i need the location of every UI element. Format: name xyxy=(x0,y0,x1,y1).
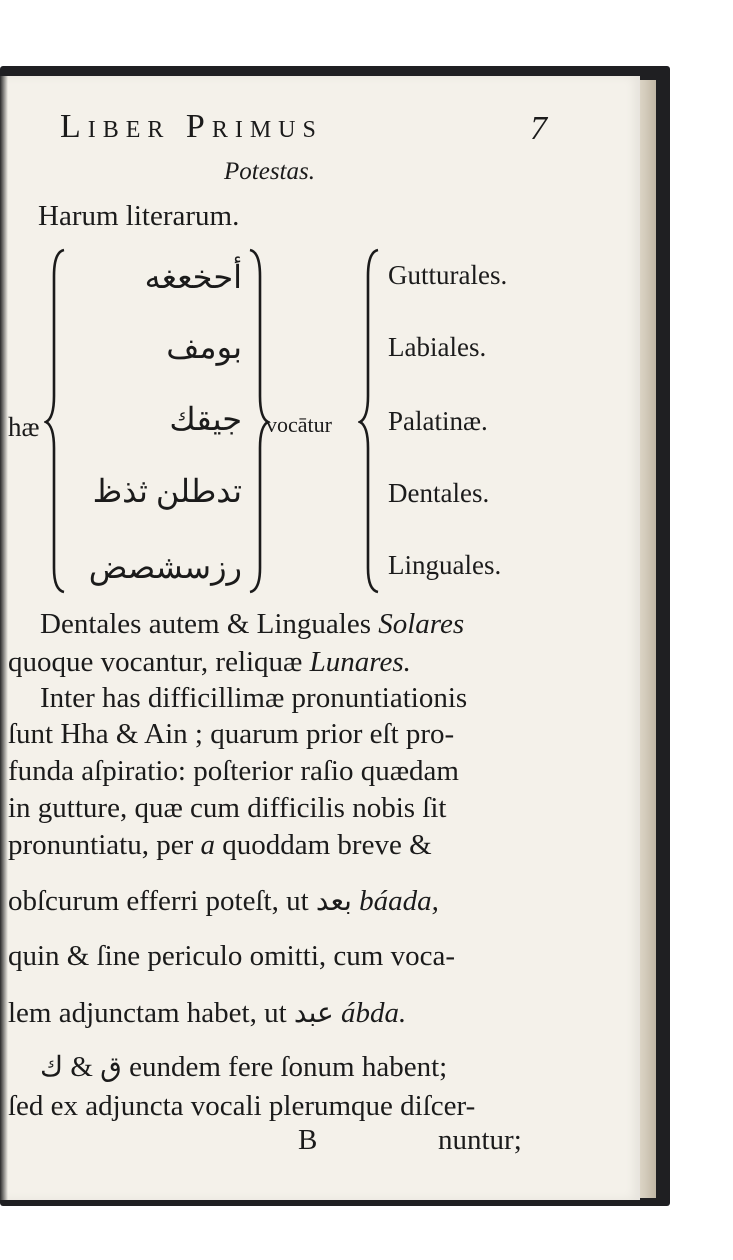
arabic-letter: ك xyxy=(40,1052,64,1083)
text-span: & xyxy=(70,1051,93,1083)
section-subtitle: Potestas. xyxy=(224,158,315,185)
signature-mark: B xyxy=(298,1124,318,1156)
category-linguales: Linguales. xyxy=(388,550,502,580)
arabic-group-palatinae: جيقك xyxy=(169,401,242,437)
text-span: obſcurum efferri poteſt, ut xyxy=(8,885,316,917)
text-span: eundem fere ſonum habent; xyxy=(129,1051,448,1083)
category-dentales: Dentales. xyxy=(388,478,490,508)
catchword: nuntur; xyxy=(438,1124,522,1156)
category-labiales: Labiales. xyxy=(388,332,487,362)
arabic-word: عبد xyxy=(293,998,334,1029)
right-brace xyxy=(358,246,382,596)
table-middle-label: vocātur xyxy=(266,412,332,437)
body-line-6: in gutture, quæ cum difficilis nobis ſit xyxy=(8,792,447,824)
page-number: 7 xyxy=(530,110,547,147)
page-gutter xyxy=(0,76,8,1200)
text-span: lem adjunctam habet, ut xyxy=(8,997,294,1029)
table-left-label: hæ xyxy=(8,412,40,442)
intro-line: Harum literarum. xyxy=(38,200,240,232)
body-line-9: quin & ſine periculo omitti, cum voca- xyxy=(8,940,455,972)
text-italic: Solares xyxy=(378,608,465,640)
body-line-11 xyxy=(40,1050,447,1084)
text-italic: a xyxy=(200,829,215,861)
body-line-4: ſunt Hha & Ain ; quarum prior eſt pro- xyxy=(8,718,455,750)
text-span: pronuntiatu, per xyxy=(8,829,201,861)
running-header: Liber Primus xyxy=(60,108,323,145)
body-line-10 xyxy=(8,996,406,1030)
body-line-8 xyxy=(8,884,439,918)
text-italic: Lunares. xyxy=(309,646,411,678)
text-span: quoque vocantur, reliquæ xyxy=(8,646,310,678)
text-italic: ábda. xyxy=(333,997,407,1029)
category-gutturales: Gutturales. xyxy=(388,260,508,290)
body-line-5: funda aſpiratio: poſterior raſio quædam xyxy=(8,755,459,787)
arabic-letter: ق xyxy=(100,1052,122,1083)
arabic-group-gutturales: أحخعغه xyxy=(144,259,242,295)
body-line-1 xyxy=(40,608,464,641)
arabic-group-labiales: بومف xyxy=(166,329,242,365)
text-span: quoddam breve & xyxy=(214,829,432,861)
category-palatinae: Palatinæ. xyxy=(388,406,488,436)
body-line-3: Inter has difficillimæ pronuntiationis xyxy=(40,682,468,714)
body-line-7 xyxy=(8,829,432,862)
arabic-word: بعد xyxy=(315,886,352,917)
arabic-group-dentales: تدطلن ثذظ xyxy=(92,473,242,509)
text-italic: báada, xyxy=(351,885,439,917)
body-line-12: ſed ex adjuncta vocali plerumque diſcer- xyxy=(8,1090,476,1122)
body-line-2 xyxy=(8,646,411,679)
arabic-group-linguales: رزسشصض xyxy=(88,549,242,585)
text-span: Dentales autem & Linguales xyxy=(40,608,379,640)
